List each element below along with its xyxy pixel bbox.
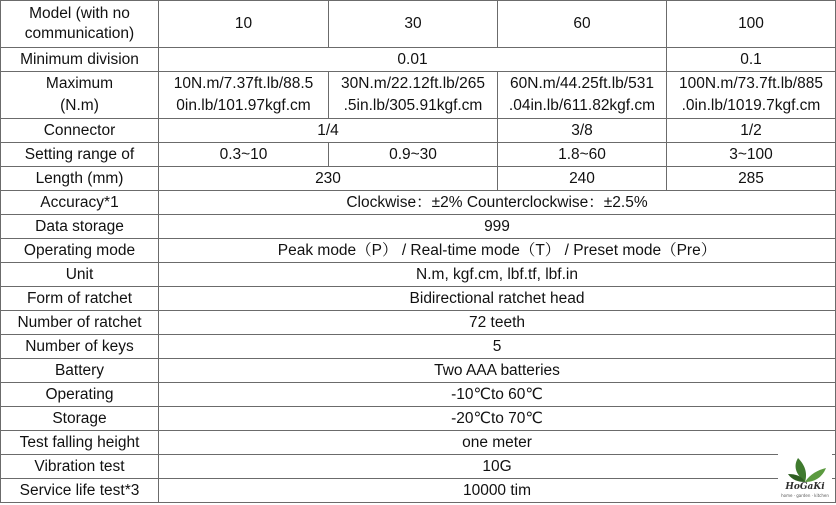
data-storage-value: 999 <box>159 215 836 239</box>
row-ratchet-number <box>1 311 836 335</box>
service-life-label: Service life test*3 <box>1 479 159 503</box>
model-10: 10 <box>159 1 329 48</box>
vibration-label: Vibration test <box>1 455 159 479</box>
ratchet-form-label: Form of ratchet <box>1 287 159 311</box>
model-100: 100 <box>667 1 836 48</box>
row-maximum <box>1 72 836 119</box>
row-length <box>1 167 836 191</box>
storage-label: Storage <box>1 407 159 431</box>
row-accuracy <box>1 191 836 215</box>
maximum-label <box>1 72 159 119</box>
row-service-life <box>1 479 836 503</box>
leaf-icon <box>778 454 832 484</box>
row-storage <box>1 407 836 431</box>
length-value-c: 285 <box>667 167 836 191</box>
operating-label: Operating <box>1 383 159 407</box>
operating-value: -10℃to 60℃ <box>159 383 836 407</box>
maximum-value-10 <box>159 72 329 119</box>
watermark-tagline: home · garden · kitchen <box>781 493 829 498</box>
row-vibration <box>1 455 836 479</box>
maximum-label-text: Maximum (N.m) <box>45 75 114 114</box>
keys-label: Number of keys <box>1 335 159 359</box>
ratchet-number-value: 72 teeth <box>159 311 836 335</box>
connector-value-b: 3/8 <box>498 119 667 143</box>
connector-value-c: 1/2 <box>667 119 836 143</box>
length-value-b: 240 <box>498 167 667 191</box>
maximum-value-100-text: 100N.m/73.7ft.lb/885 .0in.lb/1019.7kgf.cm <box>679 75 823 114</box>
setting-range-10: 0.3~10 <box>159 143 329 167</box>
maximum-value-60 <box>498 72 667 119</box>
connector-value-a: 1/4 <box>159 119 498 143</box>
falling-height-value: one meter <box>159 431 836 455</box>
vibration-value: 10G <box>159 455 836 479</box>
ratchet-number-label: Number of ratchet <box>1 311 159 335</box>
keys-value: 5 <box>159 335 836 359</box>
length-value-a: 230 <box>159 167 498 191</box>
falling-height-label: Test falling height <box>1 431 159 455</box>
row-battery <box>1 359 836 383</box>
data-storage-label: Data storage <box>1 215 159 239</box>
setting-range-label: Setting range of <box>1 143 159 167</box>
row-setting-range <box>1 143 836 167</box>
length-label: Length (mm) <box>1 167 159 191</box>
row-min-division <box>1 48 836 72</box>
min-division-value-b: 0.1 <box>667 48 836 72</box>
accuracy-label: Accuracy*1 <box>1 191 159 215</box>
setting-range-30: 0.9~30 <box>329 143 498 167</box>
row-ratchet-form <box>1 287 836 311</box>
storage-value: -20℃to 70℃ <box>159 407 836 431</box>
maximum-value-60-text: 60N.m/44.25ft.lb/531 .04in.lb/611.82kgf.cm <box>508 75 656 114</box>
service-life-value: 10000 tim <box>159 479 836 503</box>
row-operating-mode <box>1 239 836 263</box>
battery-value: Two AAA batteries <box>159 359 836 383</box>
min-division-value-a: 0.01 <box>159 48 667 72</box>
min-division-label: Minimum division <box>1 48 159 72</box>
operating-mode-label: Operating mode <box>1 239 159 263</box>
ratchet-form-value: Bidirectional ratchet head <box>159 287 836 311</box>
model-30: 30 <box>329 1 498 48</box>
model-60: 60 <box>498 1 667 48</box>
operating-mode-value: Peak mode（P） / Real-time mode（T） / Preset mode（Pre） <box>159 239 836 263</box>
maximum-value-30 <box>329 72 498 119</box>
unit-value: N.m, kgf.cm, lbf.tf, lbf.in <box>159 263 836 287</box>
connector-label: Connector <box>1 119 159 143</box>
setting-range-60: 1.8~60 <box>498 143 667 167</box>
header-row <box>1 1 836 48</box>
setting-range-100: 3~100 <box>667 143 836 167</box>
battery-label: Battery <box>1 359 159 383</box>
header-label <box>1 1 159 48</box>
row-operating <box>1 383 836 407</box>
row-data-storage <box>1 215 836 239</box>
watermark-text: HoGaKi <box>785 482 825 492</box>
header-label-text: Model (with no communication) <box>24 5 135 42</box>
row-falling-height <box>1 431 836 455</box>
accuracy-value: Clockwise：±2% Counterclockwise：±2.5% <box>159 191 836 215</box>
row-connector <box>1 119 836 143</box>
maximum-value-30-text: 30N.m/22.12ft.lb/265 .5in.lb/305.91kgf.cm <box>341 75 485 114</box>
row-unit <box>1 263 836 287</box>
maximum-value-10-text: 10N.m/7.37ft.lb/88.5 0in.lb/101.97kgf.cm <box>173 75 314 114</box>
maximum-value-100 <box>667 72 836 119</box>
row-keys <box>1 335 836 359</box>
unit-label: Unit <box>1 263 159 287</box>
hogaki-watermark-logo <box>778 454 832 500</box>
